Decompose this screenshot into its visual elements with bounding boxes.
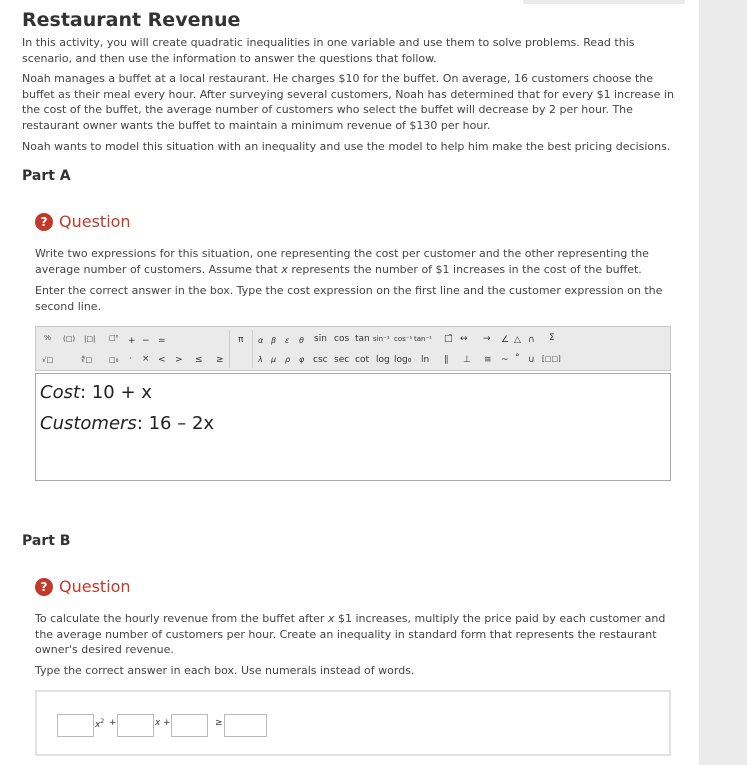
part-a-instruction: Enter the correct answer in the box. Type the cost expression on the first line and the customer expression on the second line. — [35, 284, 663, 313]
csc-button[interactable]: csc — [313, 355, 328, 365]
plus-button[interactable]: + — [128, 336, 136, 346]
subscript-button[interactable]: □₀ — [109, 356, 119, 364]
overline-button[interactable]: □̄ — [444, 334, 453, 344]
intro-paragraph: In this activity, you will create quadratic inequalities in one variable and use them to solve problems. Read this scenario, and then use the information to answer the questions that follow. — [22, 36, 635, 65]
arctan-button[interactable]: tan⁻¹ — [414, 335, 432, 343]
cost-answer-line: Cost: 10 + x — [40, 382, 152, 403]
toolbar-separator — [229, 330, 230, 368]
part-b-answer-area — [35, 690, 671, 756]
exponent-button[interactable]: □⁰ — [109, 334, 119, 342]
times-button[interactable]: × — [142, 354, 150, 364]
minus-button[interactable]: − — [142, 336, 150, 346]
part-a-heading: Part A — [22, 168, 71, 184]
triangle-button[interactable]: △ — [514, 335, 521, 345]
constant-input[interactable] — [171, 714, 208, 737]
prompt-variable: x — [281, 262, 288, 276]
absolute-value-button[interactable]: |□| — [84, 335, 96, 343]
pi-button[interactable]: π — [238, 335, 244, 345]
question-label: Question — [59, 577, 131, 596]
sec-button[interactable]: sec — [334, 355, 350, 365]
part-a-prompt — [35, 246, 675, 277]
toolbar-separator — [252, 330, 253, 368]
part-b-question-header — [35, 577, 131, 596]
arcsin-button[interactable]: sin⁻¹ — [373, 335, 390, 343]
x-squared-term: $x^2$ — [95, 718, 105, 730]
log-button[interactable]: log — [376, 355, 390, 365]
revenue-input[interactable] — [224, 714, 267, 737]
less-equal-button[interactable]: ≤ — [195, 355, 203, 365]
congruent-button[interactable]: ≅ — [484, 355, 492, 365]
equals-button[interactable]: = — [158, 336, 166, 346]
angle-button[interactable]: ∠ — [501, 335, 510, 345]
part-b-heading: Part B — [22, 533, 71, 549]
cos-button[interactable]: cos — [334, 334, 350, 344]
customers-expression: 16 – 2x — [148, 413, 215, 434]
prompt-variable: x — [327, 612, 335, 625]
prompt-text-1: To calculate the hourly revenue from the buffet after — [35, 612, 325, 625]
customers-label: Customers — [40, 413, 137, 434]
part-b-prompt — [35, 611, 675, 658]
less-than-button[interactable]: < — [158, 355, 166, 365]
summation-button[interactable]: Σ — [549, 333, 555, 343]
part-a-answer-editor[interactable] — [35, 373, 671, 481]
rho-button[interactable]: ρ — [285, 355, 291, 364]
x-term: x — [155, 718, 161, 728]
theta-button[interactable]: θ — [299, 336, 304, 345]
cost-expression: 10 + x — [91, 382, 152, 403]
intersection-button[interactable]: ∩ — [528, 335, 535, 345]
part-a-question-header — [35, 212, 131, 231]
greater-equal-button[interactable]: ≥ — [216, 355, 224, 365]
plus-sign: + — [163, 718, 171, 728]
similar-button[interactable]: ~ — [501, 355, 509, 365]
log-base-button[interactable]: log₀ — [394, 355, 412, 365]
scenario-paragraph: Noah manages a buffet at a local restaurant. He charges $10 for the buffet. On average, 16 customers choose the buffet as their meal every hour. After surveying several customers, Noah has determined that for every $1 increase in the cost of the buffet, the average number of customers who select the buffet will decrease by 2 per hour. The restaurant owner wants the buffet to maintain a minimum revenue of $130 per hour. — [22, 72, 674, 132]
ray-button[interactable]: → — [483, 334, 491, 344]
degree-button[interactable]: ° — [515, 353, 520, 363]
epsilon-button[interactable]: ε — [285, 336, 290, 345]
right-scroll-gutter — [699, 0, 747, 765]
page-title: Restaurant Revenue — [22, 9, 241, 31]
question-label: Question — [59, 212, 131, 231]
beta-button[interactable]: β — [271, 336, 277, 345]
lambda-button[interactable]: λ — [258, 355, 263, 364]
fraction-button[interactable]: ⁰⁄₀ — [44, 334, 51, 342]
arccos-button[interactable]: cos⁻¹ — [394, 335, 413, 343]
mu-button[interactable]: μ — [271, 355, 277, 364]
plus-sign: + — [109, 718, 117, 728]
prompt-text-1: Write two expressions for this situation, one representing the cost per customer and the other representing the average number of customers. Assume that — [35, 247, 649, 276]
top-bar-fragment — [523, 0, 685, 4]
prompt-text-2: $1 increases, multiply the price paid by each customer and the average number of customers per hour. Create an inequality in standard form that represents the restaurant owner's desired revenue. — [35, 612, 666, 656]
question-icon: ? — [35, 213, 53, 231]
matrix-button[interactable]: [□□] — [542, 355, 561, 363]
goal-paragraph: Noah wants to model this situation with an inequality and use the model to help him make the best pricing decisions. — [22, 140, 671, 153]
customers-answer-line: Customers: 16 – 2x — [40, 413, 215, 434]
question-icon: ? — [35, 578, 53, 596]
line-button[interactable]: ↔ — [460, 334, 468, 344]
parallel-button[interactable]: ∥ — [444, 355, 449, 365]
sin-button[interactable]: sin — [314, 334, 327, 344]
prompt-text-2: represents the number of $1 increases in the cost of the buffet. — [291, 262, 642, 276]
sqrt-button[interactable]: √□ — [42, 356, 54, 364]
cot-button[interactable]: cot — [355, 355, 369, 365]
tan-button[interactable]: tan — [355, 334, 370, 344]
part-b-instruction: Type the correct answer in each box. Use numerals instead of words. — [35, 664, 415, 677]
ln-button[interactable]: ln — [421, 355, 430, 365]
nth-root-button[interactable]: ∜□ — [81, 356, 93, 364]
greater-than-button[interactable]: > — [175, 355, 183, 365]
cost-label: Cost — [40, 382, 81, 403]
perpendicular-button[interactable]: ⊥ — [463, 355, 471, 365]
x-coefficient-input[interactable] — [117, 714, 154, 737]
dot-button[interactable]: · — [129, 354, 132, 364]
math-editor-toolbar — [35, 326, 671, 371]
parentheses-button[interactable]: (□) — [63, 335, 76, 343]
x-squared-coefficient-input[interactable] — [57, 714, 94, 737]
phi-button[interactable]: φ — [299, 355, 305, 364]
alpha-button[interactable]: α — [258, 336, 264, 345]
union-button[interactable]: ∪ — [528, 355, 535, 365]
greater-equal-sign: ≥ — [215, 718, 223, 728]
